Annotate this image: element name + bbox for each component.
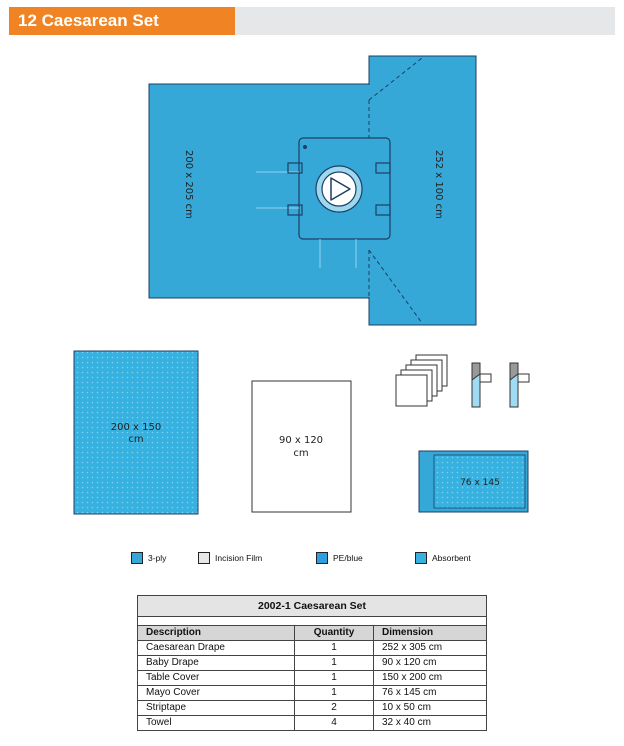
incision-film-illustration xyxy=(252,381,351,512)
legend-item-3-ply xyxy=(131,549,166,567)
cell-description: Caesarean Drape xyxy=(138,641,295,656)
table-row xyxy=(138,641,487,656)
cell-quantity: 1 xyxy=(295,671,374,686)
cell-dimension: 76 x 145 cm xyxy=(374,686,487,701)
main-drape-left-dimension: 200 x 205 cm xyxy=(183,150,194,219)
cell-dimension: 90 x 120 cm xyxy=(374,656,487,671)
towels-illustration xyxy=(396,355,447,406)
legend-swatch-incision-film xyxy=(198,552,210,564)
cell-description: Table Cover xyxy=(138,671,295,686)
legend-item-absorbent xyxy=(415,549,471,567)
legend-swatch-3-ply xyxy=(131,552,143,564)
cell-description: Baby Drape xyxy=(138,656,295,671)
cell-description: Towel xyxy=(138,716,295,731)
legend-label: Absorbent xyxy=(432,553,471,563)
table-row xyxy=(138,656,487,671)
column-header-quantity: Quantity xyxy=(295,626,374,641)
main-drape-right-dimension: 252 x 100 cm xyxy=(433,150,444,219)
cell-quantity: 1 xyxy=(295,686,374,701)
caesarean-set-table xyxy=(137,595,487,731)
striptape-illustration-2 xyxy=(510,363,529,407)
legend-swatch-absorbent xyxy=(415,552,427,564)
table-row xyxy=(138,671,487,686)
striptape-illustration-1 xyxy=(472,363,491,407)
table-title: 2002-1 Caesarean Set xyxy=(138,596,487,617)
legend-item-pe-blue xyxy=(316,549,363,567)
cell-dimension: 150 x 200 cm xyxy=(374,671,487,686)
cell-description: Mayo Cover xyxy=(138,686,295,701)
page-title: 12 Caesarean Set xyxy=(9,7,235,35)
legend-swatch-pe-blue xyxy=(316,552,328,564)
legend-label: 3-ply xyxy=(148,553,167,563)
film-dimension-line2: cm xyxy=(293,448,309,459)
caesarean-drape-illustration xyxy=(149,56,476,325)
table-spacer xyxy=(138,617,487,626)
mayo-cover-dimension: 76 x 145 xyxy=(460,478,500,488)
film-dimension-line1: 90 x 120 xyxy=(278,435,324,446)
table-row xyxy=(138,701,487,716)
cell-quantity: 1 xyxy=(295,641,374,656)
table-row xyxy=(138,716,487,731)
column-header-description: Description xyxy=(138,626,295,641)
cell-dimension: 252 x 305 cm xyxy=(374,641,487,656)
cell-quantity: 2 xyxy=(295,701,374,716)
cell-quantity: 1 xyxy=(295,656,374,671)
column-header-dimension: Dimension xyxy=(374,626,487,641)
table-row xyxy=(138,686,487,701)
cell-dimension: 10 x 50 cm xyxy=(374,701,487,716)
cell-dimension: 32 x 40 cm xyxy=(374,716,487,731)
baby-drape-dimension-line2: cm xyxy=(128,434,144,445)
legend-label: PE/blue xyxy=(333,553,363,563)
legend-item-incision-film xyxy=(198,549,262,567)
baby-drape-illustration xyxy=(74,351,198,514)
cell-description: Striptape xyxy=(138,701,295,716)
baby-drape-dimension-line1: 200 x 150 xyxy=(110,422,162,433)
legend-label: Incision Film xyxy=(215,553,263,563)
cell-quantity: 4 xyxy=(295,716,374,731)
mayo-cover-illustration xyxy=(419,451,528,512)
